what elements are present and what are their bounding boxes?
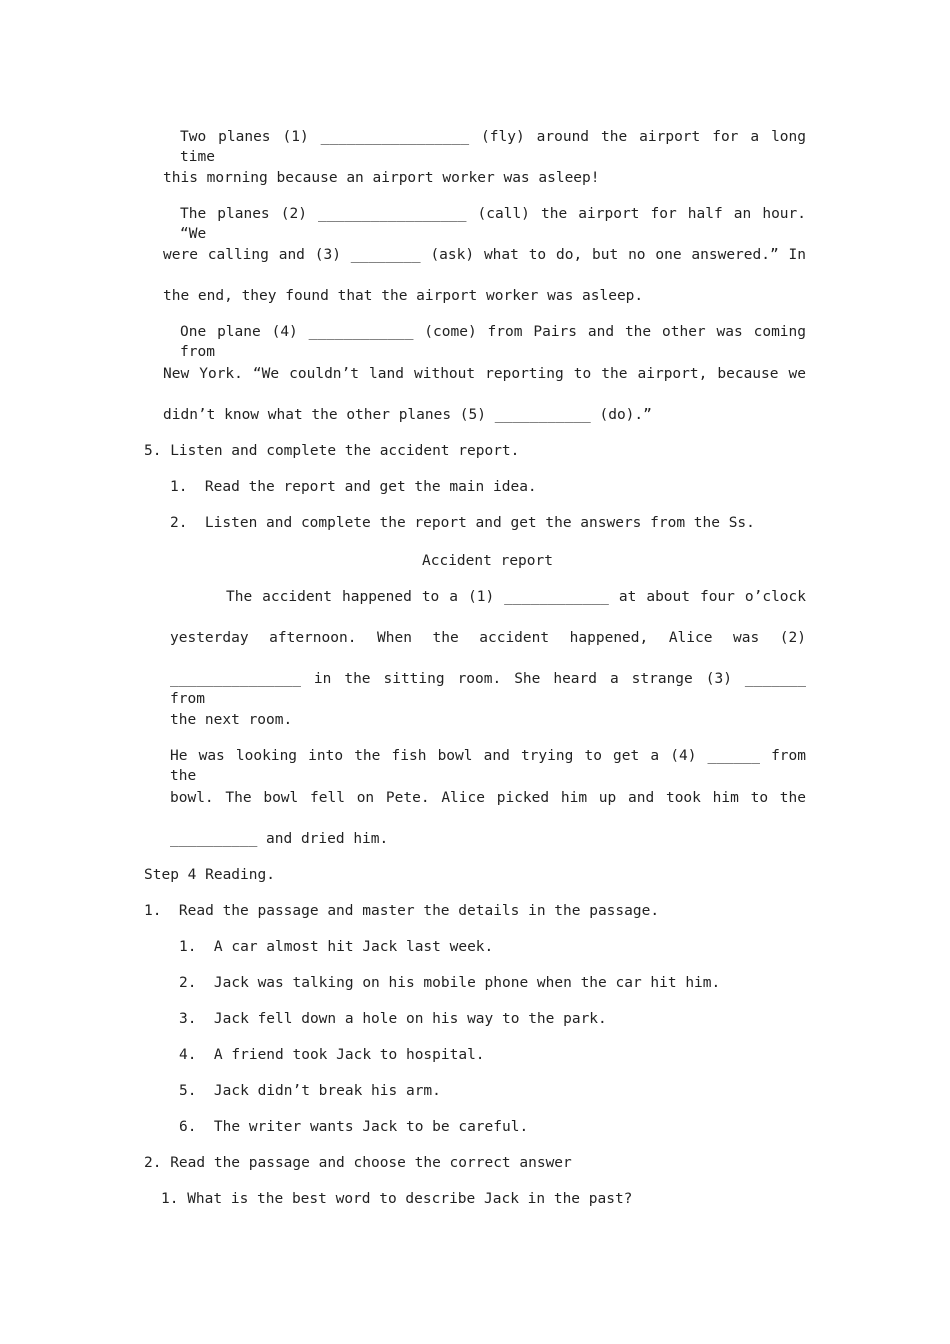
report-line: The accident happened to a (1) ____________ at about four o’clock (226, 589, 806, 605)
list-item: 6. The writer wants Jack to be careful. (179, 1119, 529, 1135)
passage-line: didn’t know what the other planes (5) ___________ (do).” (163, 407, 652, 423)
list-item: 4. A friend took Jack to hospital. (179, 1047, 485, 1063)
report-line: He was looking into the fish bowl and trying to get a (4) ______ from the (170, 748, 806, 784)
report-line: the next room. (170, 712, 293, 728)
passage-line: New York. “We couldn’t land without reporting to the airport, because we (163, 366, 806, 382)
passage-line: the end, they found that the airport worker was asleep. (163, 288, 644, 304)
list-item: 1. Read the report and get the main idea. (170, 479, 537, 495)
question-heading: 2. Read the passage and choose the correct answer (144, 1155, 572, 1171)
list-item: 1. What is the best word to describe Jack in the past? (161, 1191, 633, 1207)
report-title: Accident report (422, 553, 553, 569)
list-item: 2. Jack was talking on his mobile phone when the car hit him. (179, 975, 721, 991)
list-item: 2. Listen and complete the report and get the answers from the Ss. (170, 515, 755, 531)
report-line: __________ and dried him. (170, 831, 389, 847)
report-line: bowl. The bowl fell on Pete. Alice picked him up and took him to the (170, 790, 806, 806)
section-heading: 5. Listen and complete the accident report. (144, 443, 520, 459)
passage-line: One plane (4) ____________ (come) from Pairs and the other was coming from (180, 324, 806, 360)
list-item: 3. Jack fell down a hole on his way to the park. (179, 1011, 607, 1027)
passage-line: The planes (2) _________________ (call) the airport for half an hour. “We (180, 206, 806, 242)
list-item: 5. Jack didn’t break his arm. (179, 1083, 441, 1099)
passage-line: this morning because an airport worker was asleep! (163, 170, 600, 186)
step-heading: Step 4 Reading. (144, 867, 275, 883)
list-item: 1. A car almost hit Jack last week. (179, 939, 494, 955)
passage-line: Two planes (1) _________________ (fly) around the airport for a long time (180, 129, 806, 165)
report-line: _______________ in the sitting room. She heard a strange (3) _______ from (170, 671, 806, 707)
report-line: yesterday afternoon. When the accident happened, Alice was (2) (170, 630, 806, 646)
question-heading: 1. Read the passage and master the details in the passage. (144, 903, 660, 919)
passage-line: were calling and (3) ________ (ask) what to do, but no one answered.” In (163, 247, 806, 263)
